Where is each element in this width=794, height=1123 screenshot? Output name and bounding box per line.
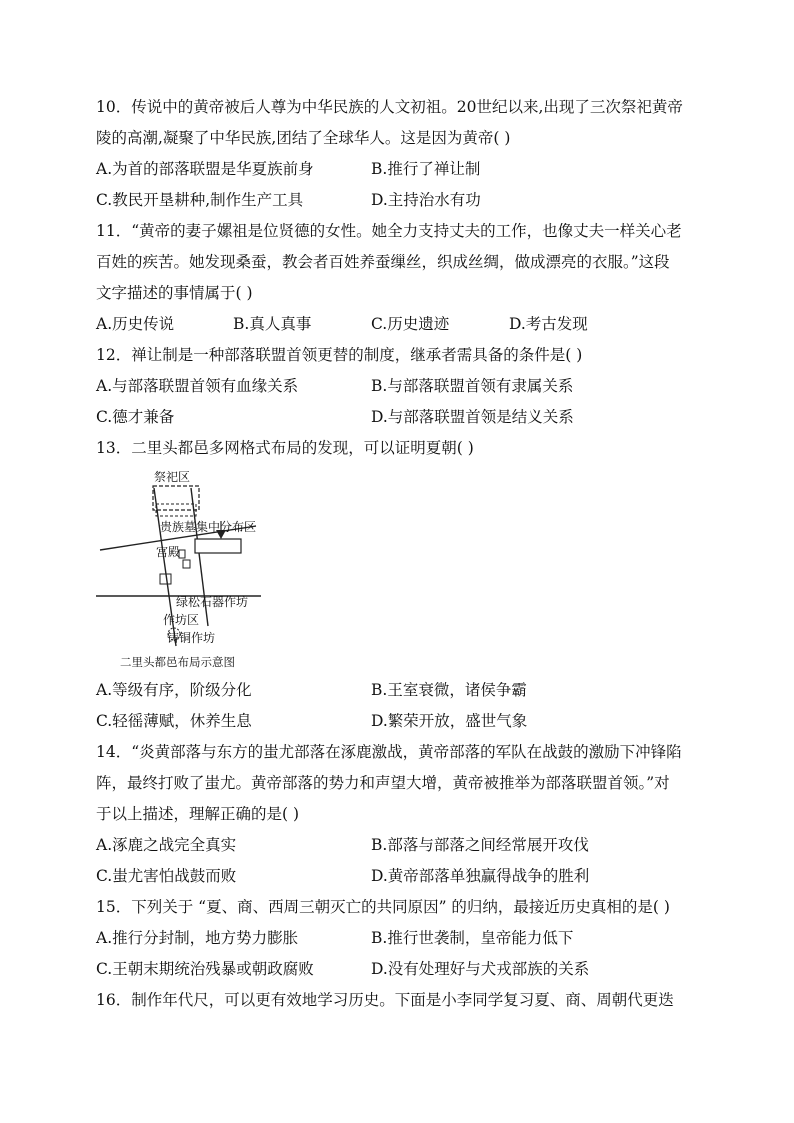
palace-compound [195,539,241,553]
q14-stem-line-3: 于以上描述，理解正确的是( ) [96,805,300,823]
q13-option-d[interactable]: D.繁荣开放，盛世气象 [371,712,528,730]
q15-option-b[interactable]: B.推行世袭制，皇帝能力低下 [371,929,574,947]
erlitou-layout-diagram [96,466,266,672]
diagram-caption: 二里头都邑布局示意图 [120,655,235,669]
q12-option-c[interactable]: C.德才兼备 [96,408,175,426]
q12-option-d[interactable]: D.与部落联盟首领是结义关系 [371,408,574,426]
q14-option-b[interactable]: B.部落与部落之间经常展开攻伐 [371,836,589,854]
q13-option-a[interactable]: A.等级有序，阶级分化 [96,681,252,699]
q12-option-a[interactable]: A.与部落联盟首领有血缘关系 [96,377,299,395]
q15-stem-line-1: 15．下列关于 “夏、商、西周三朝灭亡的共同原因” 的归纳，最接近历史真相的是( ) [96,898,670,916]
label-turquoise-workshop: 绿松石器作坊 [176,595,249,609]
q14-option-a[interactable]: A.涿鹿之战完全真实 [96,836,237,854]
label-palace: 宫殿 [156,545,181,559]
q11-stem-line-1: 11．“黄帝的妻子嫘祖是位贤德的女性。她全力支持丈夫的工作，也像丈夫一样关心老 [96,222,682,240]
q10-stem-line-2: 陵的高潮,凝聚了中华民族,团结了全球华人。这是因为黄帝( ) [96,129,511,147]
q10-option-c[interactable]: C.教民开垦耕种,制作生产工具 [96,191,304,209]
q15-option-c[interactable]: C.王朝末期统治残暴或朝政腐败 [96,960,314,978]
label-noble-tombs: 贵族墓集中分布区 [160,520,257,534]
q16-stem-line-1: 16．制作年代尺，可以更有效地学习历史。下面是小李同学复习夏、商、周朝代更迭 [96,991,674,1009]
q14-stem-line-2: 阵，最终打败了蚩尤。黄帝部落的势力和声望大增，黄帝被推举为部落联盟首领。”对 [96,774,670,792]
q12-option-b[interactable]: B.与部落联盟首领有隶属关系 [371,377,574,395]
q11-option-c[interactable]: C.历史遗迹 [371,315,450,333]
q11-stem-line-2: 百姓的疾苦。她发现桑蚕，教会者百姓养蚕缫丝，织成丝绸，做成漂亮的衣服。”这段 [96,253,670,271]
label-bronze-workshop: 铸铜作坊 [167,631,216,645]
q14-option-d[interactable]: D.黄帝部落单独赢得战争的胜利 [371,867,590,885]
q13-stem-line-1: 13．二里头都邑多网格式布局的发现，可以证明夏朝( ) [96,439,474,457]
q13-option-c[interactable]: C.轻徭薄赋，休养生息 [96,712,252,730]
q10-option-a[interactable]: A.为首的部落联盟是华夏族前身 [96,160,314,178]
q11-option-b[interactable]: B.真人真事 [233,315,312,333]
q11-stem-line-3: 文字描述的事情属于( ) [96,284,253,302]
q13-option-b[interactable]: B.王室衰微，诸侯争霸 [371,681,527,699]
q11-option-d[interactable]: D.考古发现 [509,315,588,333]
q10-option-b[interactable]: B.推行了禅让制 [371,160,481,178]
q12-stem-line-1: 12．禅让制是一种部落联盟首领更替的制度，继承者需具备的条件是( ) [96,346,583,364]
q14-stem-line-1: 14．“炎黄部落与东方的蚩尤部落在涿鹿激战，黄帝部落的军队在战鼓的激励下冲锋陷 [96,743,682,761]
q10-option-d[interactable]: D.主持治水有功 [371,191,481,209]
label-altar: 祭祀区 [154,470,191,484]
q14-option-c[interactable]: C.蚩尤害怕战鼓而败 [96,867,237,885]
q15-option-a[interactable]: A.推行分封制，地方势力膨胀 [96,929,299,947]
q11-option-a[interactable]: A.历史传说 [96,315,175,333]
label-workshop-area: 作坊区 [163,613,200,627]
q15-option-d[interactable]: D.没有处理好与犬戎部族的关系 [371,960,590,978]
q10-stem-line-1: 10．传说中的黄帝被后人尊为中华民族的人文初祖。20世纪以来,出现了三次祭祀黄帝 [96,98,683,116]
